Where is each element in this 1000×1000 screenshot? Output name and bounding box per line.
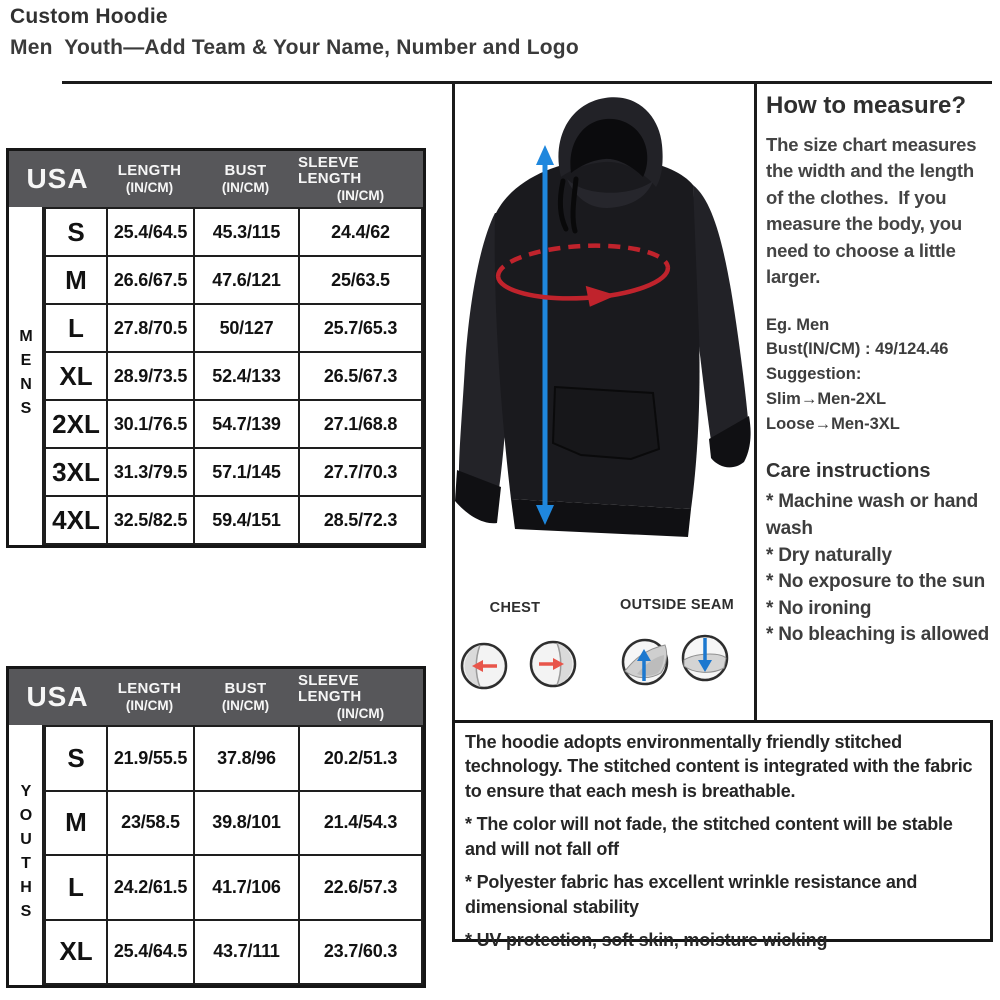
table-row <box>45 496 422 544</box>
header-label: BUST <box>224 162 267 180</box>
youth-size-chart <box>6 666 426 988</box>
mens-chart-body <box>9 207 423 545</box>
youth-region-strip <box>9 725 44 985</box>
table-cell: 21.9/55.5 <box>107 726 194 791</box>
table-cell: 3XL <box>45 448 107 496</box>
table-cell: XL <box>45 920 107 985</box>
table-cell: 26.5/67.3 <box>299 352 422 400</box>
table-cell: 28.5/72.3 <box>299 496 422 544</box>
table-row <box>45 400 422 448</box>
table-cell: L <box>45 304 107 352</box>
table-cell: M <box>45 791 107 856</box>
table-cell: 50/127 <box>194 304 299 352</box>
table-cell: 28.9/73.5 <box>107 352 194 400</box>
description-paragraph: The hoodie adopts environmentally friendly stitched technology. The stitched content is integrated with the fabric to ensure that each mesh is breathable. <box>465 732 978 801</box>
care-instruction-item: * Machine wash or hand wash <box>766 491 979 540</box>
header-cell-usa <box>9 164 106 193</box>
care-instruction-item: * No ironing <box>766 597 872 619</box>
description-paragraph: * The color will not fade, the stitched content will be stable and will not fall off <box>465 814 958 859</box>
table-cell: M <box>45 256 107 304</box>
table-cell: 27.8/70.5 <box>107 304 194 352</box>
table-cell: 4XL <box>45 496 107 544</box>
header-cell-bust <box>193 163 298 195</box>
chest-circle-right <box>531 642 575 686</box>
header-label: BUST <box>224 680 267 698</box>
table-row <box>45 448 422 496</box>
table-cell: 27.1/68.8 <box>299 400 422 448</box>
hoodie-right-sleeve <box>693 185 748 441</box>
measure-example-line: Slim→Men-2XL <box>766 389 887 408</box>
table-cell: XL <box>45 352 107 400</box>
table-cell: 30.1/76.5 <box>107 400 194 448</box>
product-description-box <box>452 720 993 951</box>
table-cell: S <box>45 208 107 256</box>
header-sublabel: (IN/CM) <box>336 187 385 203</box>
youth-chart-body <box>9 725 423 985</box>
table-row <box>45 304 422 352</box>
table-cell: 47.6/121 <box>194 256 299 304</box>
table-cell: 23.7/60.3 <box>299 920 422 985</box>
youth-vertical-label: YOUTHS <box>17 783 35 927</box>
header-label: SLEEVE LENGTH <box>298 154 362 187</box>
header-label: LENGTH <box>117 680 182 698</box>
measure-example-line: Eg. Men <box>766 315 830 334</box>
header-label: SLEEVE LENGTH <box>298 672 362 705</box>
table-cell: 37.8/96 <box>194 726 299 791</box>
header-sublabel: (IN/CM) <box>221 179 270 195</box>
table-cell: 25.4/64.5 <box>107 920 194 985</box>
header-sublabel: (IN/CM) <box>221 697 270 713</box>
table-cell: 25/63.5 <box>299 256 422 304</box>
table-cell: S <box>45 726 107 791</box>
header-cell-sleeve-length <box>298 673 423 721</box>
hoodie-image <box>455 85 755 585</box>
header-cell-sleeve-length <box>298 155 423 203</box>
care-instructions-heading: Care instructions <box>766 460 931 483</box>
measure-example-line: Loose→Men-3XL <box>766 414 900 433</box>
youth-size-table <box>44 725 423 985</box>
description-paragraph: * UV protection, soft skin, moisture wicking <box>465 930 828 951</box>
mens-size-chart <box>6 148 426 548</box>
header-sublabel: (IN/CM) <box>125 179 174 195</box>
table-cell: L <box>45 855 107 920</box>
table-cell: 23/58.5 <box>107 791 194 856</box>
table-row <box>45 352 422 400</box>
mens-size-table <box>44 207 423 545</box>
mens-vertical-label: MENS <box>17 328 35 424</box>
measure-example-line: Suggestion: <box>766 365 862 384</box>
table-row <box>45 208 422 256</box>
header-cell-length <box>106 681 193 713</box>
table-cell: 24.4/62 <box>299 208 422 256</box>
outside-seam-diagram-label: OUTSIDE SEAM <box>620 597 734 613</box>
hoodie-pocket <box>553 387 659 459</box>
table-row <box>45 256 422 304</box>
measure-example-line: Bust(IN/CM) : 49/124.46 <box>766 340 949 359</box>
chest-diagram-label: CHEST <box>489 600 541 616</box>
table-cell: 25.7/65.3 <box>299 304 422 352</box>
table-cell: 41.7/106 <box>194 855 299 920</box>
measure-heading: How to measure? <box>766 92 967 119</box>
description-paragraph: * Polyester fabric has excellent wrinkle resistance and dimensional stability <box>465 872 923 917</box>
measure-body-text: The size chart measures the width and the length of the clothes. If you measure the body, you need to choose a little larger. <box>766 134 982 288</box>
table-cell: 20.2/51.3 <box>299 726 422 791</box>
table-cell: 22.6/57.3 <box>299 855 422 920</box>
mens-chart-header <box>9 151 423 207</box>
table-cell: 52.4/133 <box>194 352 299 400</box>
header-label: LENGTH <box>117 162 182 180</box>
table-cell: 27.7/70.3 <box>299 448 422 496</box>
header-cell-length <box>106 163 193 195</box>
table-cell: 24.2/61.5 <box>107 855 194 920</box>
page-subtitle: Men Youth—Add Team & Your Name, Number and Logo <box>10 36 579 59</box>
table-cell: 59.4/151 <box>194 496 299 544</box>
hoodie-drawstring-right <box>573 179 576 231</box>
header-sublabel: (IN/CM) <box>336 705 385 721</box>
table-cell: 32.5/82.5 <box>107 496 194 544</box>
header-label: USA <box>26 163 89 195</box>
table-row <box>45 726 422 791</box>
care-instruction-item: * No exposure to the sun <box>766 571 986 593</box>
header-cell-usa <box>9 682 106 711</box>
table-cell: 45.3/115 <box>194 208 299 256</box>
care-instructions-list <box>766 489 995 649</box>
table-row <box>45 920 422 985</box>
table-cell: 26.6/67.5 <box>107 256 194 304</box>
header-sublabel: (IN/CM) <box>125 697 174 713</box>
table-cell: 25.4/64.5 <box>107 208 194 256</box>
table-row <box>45 791 422 856</box>
top-divider-line <box>62 81 992 84</box>
outside-seam-circle-down <box>683 636 727 680</box>
table-cell: 57.1/145 <box>194 448 299 496</box>
chest-circle-left <box>462 644 506 688</box>
table-cell: 2XL <box>45 400 107 448</box>
measure-diagram <box>455 602 755 712</box>
care-instruction-item: * Dry naturally <box>766 544 892 566</box>
page-title: Custom Hoodie <box>10 5 168 28</box>
mens-region-strip <box>9 207 44 545</box>
table-cell: 43.7/111 <box>194 920 299 985</box>
outside-seam-circle-up <box>623 640 667 684</box>
header-label: USA <box>26 681 89 713</box>
youth-chart-header <box>9 669 423 725</box>
table-cell: 21.4/54.3 <box>299 791 422 856</box>
how-to-measure-panel <box>766 92 995 649</box>
table-cell: 54.7/139 <box>194 400 299 448</box>
table-cell: 31.3/79.5 <box>107 448 194 496</box>
table-cell: 39.8/101 <box>194 791 299 856</box>
care-instruction-item: * No bleaching is allowed <box>766 624 990 646</box>
header-cell-bust <box>193 681 298 713</box>
measure-example-block <box>766 313 995 437</box>
table-row <box>45 855 422 920</box>
